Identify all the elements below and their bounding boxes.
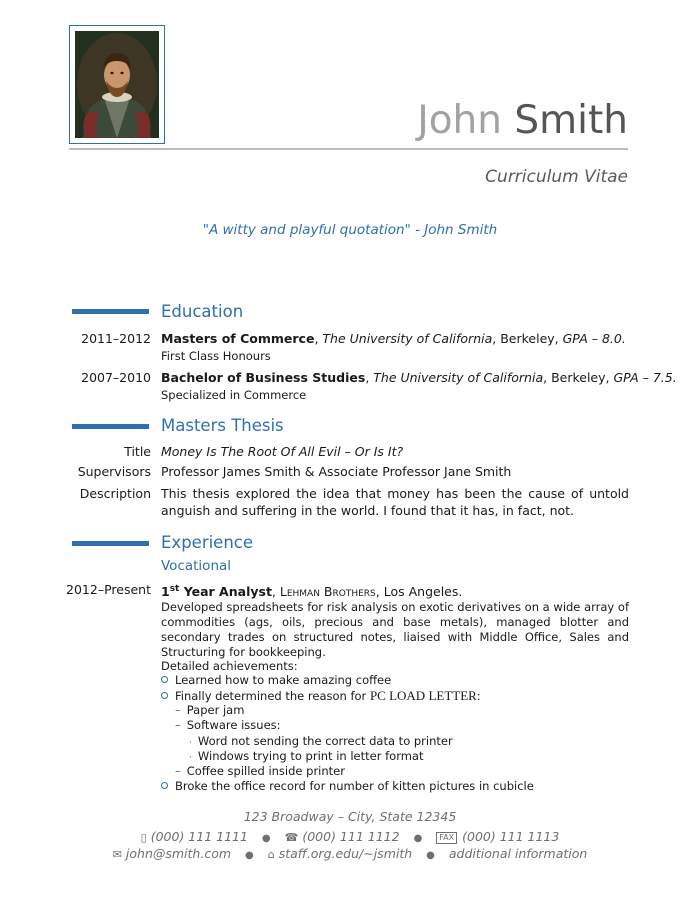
list-item-text: Windows trying to print in letter format bbox=[197, 749, 424, 763]
city: , Berkeley, bbox=[492, 331, 563, 346]
degree-comma: , bbox=[365, 370, 374, 385]
list-item bbox=[175, 718, 281, 733]
phone-number[interactable]: (000) 111 1112 bbox=[302, 829, 400, 844]
list-item-text: Word not sending the correct data to printer bbox=[197, 734, 453, 748]
thesis-section-bar bbox=[72, 424, 149, 429]
employer: Lehman Brothers bbox=[279, 584, 376, 600]
role-ordinal-sup: st bbox=[169, 584, 180, 594]
experience-years: 2012–Present bbox=[66, 582, 151, 597]
gpa: GPA – 7.5. bbox=[613, 370, 677, 385]
separator-dot-icon: ● bbox=[261, 833, 271, 844]
thesis-heading: Masters Thesis bbox=[161, 416, 284, 435]
list-item bbox=[175, 703, 244, 718]
education-heading: Education bbox=[161, 302, 244, 321]
separator-dot-icon: ● bbox=[245, 850, 254, 861]
education-note: Specialized in Commerce bbox=[161, 388, 307, 402]
degree: Bachelor of Business Studies bbox=[161, 370, 366, 385]
thesis-description: This thesis explored the idea that money has been the cause of untold anguish and suffering in the world. I found that it has, in fact, not. bbox=[161, 486, 629, 518]
footer-address: 123 Broadway – City, State 12345 bbox=[243, 809, 457, 824]
footer-phones bbox=[0, 829, 700, 845]
supervisors-label: Supervisors bbox=[77, 464, 151, 479]
phone-icon: ☎ bbox=[284, 831, 299, 844]
employer-city: , Los Angeles. bbox=[375, 584, 463, 600]
supervisors-value: Professor James Smith & Associate Professor Jane Smith bbox=[161, 464, 512, 479]
quote: "A witty and playful quotation" - John Smith bbox=[202, 222, 498, 238]
first-name: John bbox=[417, 98, 502, 143]
role-ordinal: 1 bbox=[161, 584, 170, 600]
education-section-bar bbox=[72, 309, 149, 314]
education-years: 2011–2012 bbox=[81, 331, 151, 346]
profile-photo bbox=[69, 25, 165, 144]
list-item-text: Software issues: bbox=[186, 718, 281, 732]
fax-icon: FAX bbox=[436, 832, 457, 844]
separator-dot-icon: ● bbox=[426, 850, 435, 861]
homepage-icon: ⌂ bbox=[267, 848, 275, 861]
pc-load-letter: PC LOAD LETTER: bbox=[369, 688, 481, 703]
thesis-title-label: Title bbox=[124, 444, 151, 459]
list-item-text: Learned how to make amazing coffee bbox=[175, 673, 392, 687]
list-item bbox=[175, 764, 345, 779]
thesis-title: Money Is The Root Of All Evil – Or Is It? bbox=[161, 444, 404, 459]
envelope-icon: ✉ bbox=[112, 848, 122, 861]
bullet-circle-icon bbox=[161, 692, 168, 699]
bullet-circle-icon bbox=[161, 676, 168, 683]
full-name bbox=[417, 97, 628, 145]
bullet-dot-icon: · bbox=[189, 738, 192, 748]
list-item bbox=[161, 779, 534, 794]
fax-number: (000) 111 1113 bbox=[462, 829, 560, 844]
education-entry bbox=[161, 331, 626, 347]
list-item-text: Coffee spilled inside printer bbox=[186, 764, 345, 778]
footer-links bbox=[0, 846, 700, 861]
experience-heading: Experience bbox=[161, 533, 254, 552]
experience-section-bar bbox=[72, 541, 149, 546]
role-comma: , bbox=[271, 584, 280, 600]
list-item bbox=[161, 688, 480, 704]
separator-dot-icon: ● bbox=[413, 833, 423, 844]
gpa: GPA – 8.0. bbox=[562, 331, 626, 346]
header-rule bbox=[69, 148, 628, 150]
experience-description: Developed spreadsheets for risk analysis on exotic derivatives on a wide array of commodities (ags, oils, precious and base metals), managed blotter and secondary trades on structured notes, liaised with Middle Office, Sales and Structuring for bookkeeping. bbox=[161, 600, 629, 659]
bullet-dash-icon: – bbox=[175, 718, 181, 732]
degree-comma: , bbox=[314, 331, 323, 346]
experience-subheading: Vocational bbox=[161, 558, 232, 574]
list-item bbox=[161, 673, 391, 688]
bullet-dash-icon: – bbox=[175, 703, 181, 717]
mobile-number[interactable]: (000) 111 1111 bbox=[150, 829, 248, 844]
additional-info: additional information bbox=[448, 846, 588, 861]
portrait-photo-icon bbox=[75, 31, 159, 138]
school: The University of California bbox=[322, 331, 493, 346]
list-item-text: Paper jam bbox=[186, 703, 245, 717]
experience-entry bbox=[161, 581, 462, 600]
cv-subtitle: Curriculum Vitae bbox=[485, 167, 628, 187]
mobile-icon: ▯ bbox=[140, 831, 147, 844]
achievements-label: Detailed achievements: bbox=[161, 659, 298, 673]
list-item-text: Finally determined the reason for bbox=[175, 689, 370, 703]
role bbox=[161, 584, 272, 599]
description-label: Description bbox=[79, 486, 151, 501]
email-link[interactable]: john@smith.com bbox=[125, 846, 232, 861]
city: , Berkeley, bbox=[543, 370, 614, 385]
education-note: First Class Honours bbox=[161, 349, 271, 363]
role-title: Year Analyst bbox=[179, 584, 272, 600]
list-item-text: Broke the office record for number of kitten pictures in cubicle bbox=[175, 779, 534, 793]
school: The University of California bbox=[373, 370, 544, 385]
bullet-dot-icon: · bbox=[189, 753, 192, 763]
bullet-circle-icon bbox=[161, 782, 168, 789]
last-name: Smith bbox=[514, 98, 628, 143]
education-entry bbox=[161, 370, 677, 386]
degree: Masters of Commerce bbox=[161, 331, 315, 346]
education-years: 2007–2010 bbox=[81, 370, 151, 385]
homepage-link[interactable]: staff.org.edu/∼jsmith bbox=[278, 846, 413, 861]
bullet-dash-icon: – bbox=[175, 764, 181, 778]
